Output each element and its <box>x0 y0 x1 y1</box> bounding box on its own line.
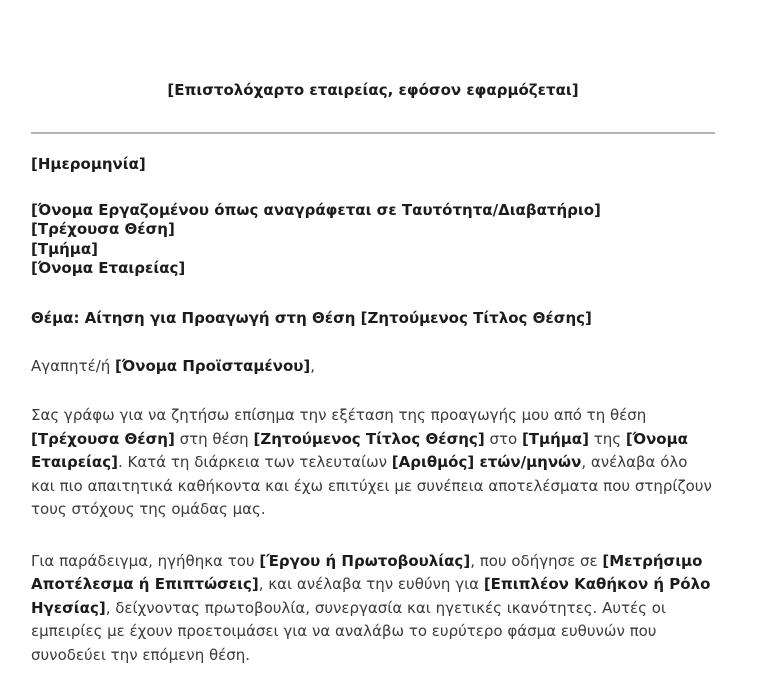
p1-text-6: , ανέλαβα όλο και πιο απαιτητικά καθήκοντα και έχω επιτύχει με συνέπεια αποτελέσματα που στηρίζουν τους στόχους της ομάδας μας. <box>31 453 712 518</box>
p1-placeholder-duration: [Αριθμός] ετών/μηνών <box>391 453 582 471</box>
address-line-company-name: [Όνομα Εταιρείας] <box>31 259 186 277</box>
p1-text-4: της <box>588 429 626 448</box>
subject-line: Θέμα: Αίτηση για Προαγωγή στη Θέση [Ζητούμενος Τίτλος Θέσης] <box>31 308 592 327</box>
address-block <box>31 201 715 279</box>
address-line-department: [Τμήμα] <box>31 239 99 258</box>
letterhead-placeholder: [Επιστολόχαρτο εταιρείας, εφόσον εφαρμόζεται] <box>167 81 579 99</box>
p2-text-1: Για παράδειγμα, ηγήθηκα του <box>31 551 260 570</box>
p2-text-3: , και ανέλαβα την ευθύνη για <box>258 575 484 593</box>
p1-placeholder-company-name: [Όνομα Εταιρείας] <box>31 429 688 471</box>
p1-placeholder-current-position: [Τρέχουσα Θέση] <box>31 429 175 448</box>
p2-placeholder-additional-role: [Επιπλέον Καθήκον ή Ρόλο Ηγεσίας] <box>31 575 711 617</box>
p2-placeholder-measurable-result: [Μετρήσιμο Αποτέλεσμα ή Επιπτώσεις] <box>31 551 703 593</box>
salutation-recipient-placeholder: [Όνομα Προϊσταμένου] <box>115 357 311 375</box>
document-body <box>31 0 715 100</box>
body-paragraph-1 <box>31 404 715 522</box>
body-paragraph-2 <box>31 550 715 668</box>
p2-text-4: , δείχνοντας πρωτοβουλία, συνεργασία και ηγετικές ικανότητες. Αυτές οι εμπειρίες με έχουν προετοιμάσει για να αναλάβω το ευρύτερο φάσμα ευθυνών που συνοδεύει την επόμενη θέση. <box>31 598 666 664</box>
p1-placeholder-target-position: [Ζητούμενος Τίτλος Θέσης] <box>253 429 485 448</box>
p1-text-2: στη θέση <box>174 429 254 448</box>
p1-text-3: στο <box>484 429 522 448</box>
address-line-current-position: [Τρέχουσα Θέση] <box>31 220 175 238</box>
p2-text-2: , που οδήγησε σε <box>470 551 603 570</box>
salutation-greeting: Αγαπητέ/ή <box>31 357 116 375</box>
address-line-employee-name: [Όνομα Εργαζομένου όπως αναγράφεται σε Ταυτότητα/Διαβατήριο] <box>31 200 601 219</box>
p1-text-5: . Κατά τη διάρκεια των τελευταίων <box>117 453 392 471</box>
salutation <box>31 356 715 376</box>
date-placeholder: [Ημερομηνία] <box>31 155 146 173</box>
salutation-comma: , <box>310 357 316 375</box>
p1-text-1: Σας γράφω για να ζητήσω επίσημα την εξέταση της προαγωγής μου από τη θέση <box>31 406 647 424</box>
p2-placeholder-project: [Έργου ή Πρωτοβουλίας] <box>259 551 471 570</box>
p1-placeholder-department: [Τμήμα] <box>521 429 589 448</box>
document-content <box>31 133 715 682</box>
